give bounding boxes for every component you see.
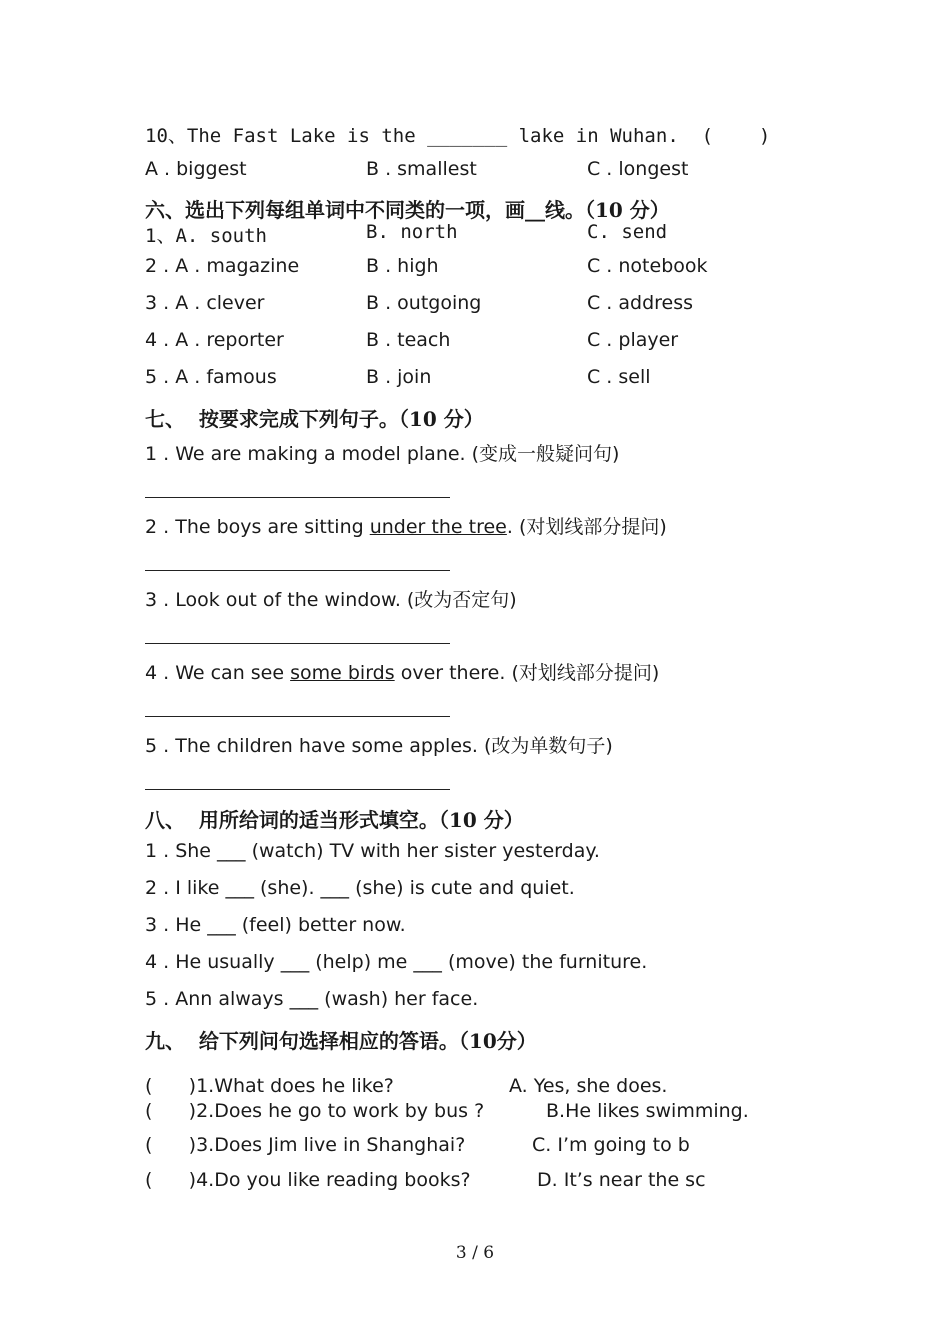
sec9-question-3: ( )3.Does Jim live in Shanghai? [145, 1134, 466, 1156]
sec6-row3-b: B . outgoing [366, 292, 482, 314]
sec9-answer-d: D. It’s near the sc [537, 1169, 706, 1191]
sec6-row4-c: C . player [587, 329, 679, 351]
sec6-row5-c: C . sell [587, 366, 651, 388]
q10-option-b: B . smallest [366, 158, 477, 180]
sec6-row5-a: 5 . A . famous [145, 366, 277, 388]
sec6-row1-a: 1、A. south [145, 225, 267, 247]
sec9-answer-b: B.He likes swimming. [546, 1100, 749, 1122]
section-6-heading: 六、选出下列每组单词中不同类的一项，画__线。（10 分） [145, 198, 670, 222]
section-9-heading: 九、 给下列问句选择相应的答语。（10分） [145, 1029, 537, 1053]
sec6-row3-c: C . address [587, 292, 694, 314]
page-number: 3 / 6 [455, 1243, 495, 1263]
sec6-row5-b: B . join [366, 366, 432, 388]
sec7-question-5: 5 . The children have some apples. (改为单数句子) [145, 735, 613, 757]
sec9-answer-c: C. I’m going to b [532, 1134, 690, 1156]
sec8-item-4: 4 . He usually ___ (help) me ___ (move) the furniture. [145, 951, 648, 973]
sec8-item-2: 2 . I like ___ (she). ___ (she) is cute and quiet. [145, 877, 575, 899]
sec6-row1-c: C. send [587, 221, 668, 243]
sec6-row2-b: B . high [366, 255, 439, 277]
underlined-phrase: some birds [290, 662, 395, 684]
underlined-phrase: under the tree [369, 516, 507, 538]
sec9-answer-a: A. Yes, she does. [509, 1075, 668, 1097]
answer-line-5[interactable] [145, 789, 450, 790]
q10-option-c: C . longest [587, 158, 689, 180]
sec8-item-5: 5 . Ann always ___ (wash) her face. [145, 988, 479, 1010]
answer-line-1[interactable] [145, 497, 450, 498]
sec7-question-1: 1 . We are making a model plane. (变成一般疑问句) [145, 443, 620, 465]
sec7-question-2: 2 . The boys are sitting under the tree. (对划线部分提问) [145, 516, 667, 538]
sec9-question-2: ( )2.Does he go to work by bus ? [145, 1100, 485, 1122]
sec9-question-4: ( )4.Do you like reading books? [145, 1169, 471, 1191]
sec6-row4-b: B . teach [366, 329, 451, 351]
sec8-item-3: 3 . He ___ (feel) better now. [145, 914, 406, 936]
answer-line-3[interactable] [145, 643, 450, 644]
sec6-row2-c: C . notebook [587, 255, 708, 277]
sec6-row3-a: 3 . A . clever [145, 292, 265, 314]
sec7-question-4: 4 . We can see some birds over there. (对划线部分提问) [145, 662, 660, 684]
answer-line-4[interactable] [145, 716, 450, 717]
sec9-question-1: ( )1.What does he like? [145, 1075, 394, 1097]
sec6-row2-a: 2 . A . magazine [145, 255, 300, 277]
section-7-heading: 七、 按要求完成下列句子。（10 分） [145, 407, 484, 431]
section-8-heading: 八、 用所给词的适当形式填空。（10 分） [145, 808, 524, 832]
sec6-row4-a: 4 . A . reporter [145, 329, 284, 351]
sec7-question-3: 3 . Look out of the window. (改为否定句) [145, 589, 517, 611]
sec6-row1-b: B. north [366, 221, 458, 243]
q10-option-a: A . biggest [145, 158, 247, 180]
question-10: 10、The Fast Lake is the _______ lake in Wuhan. ( ) [145, 125, 771, 147]
sec8-item-1: 1 . She ___ (watch) TV with her sister yesterday. [145, 840, 600, 862]
answer-line-2[interactable] [145, 570, 450, 571]
